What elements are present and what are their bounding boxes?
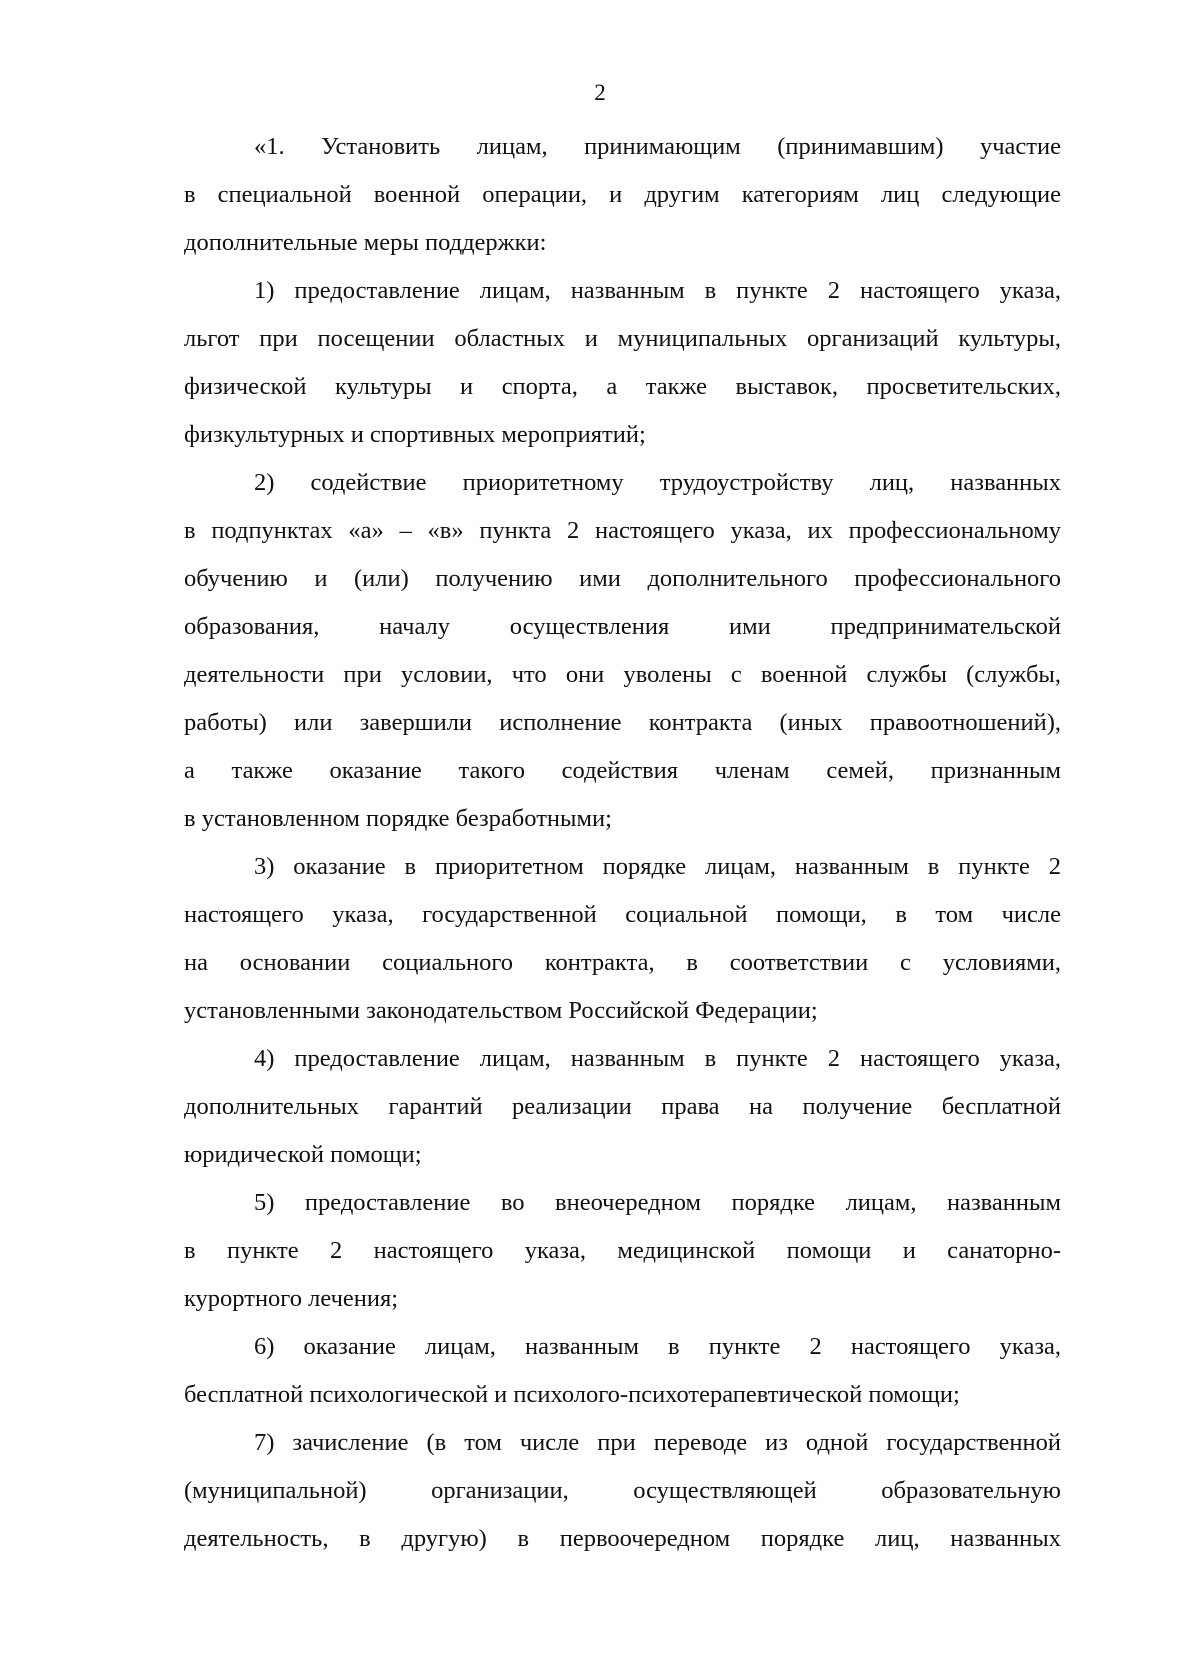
text-line: «1. Установить лицам, принимающим (принимавшим) участие [254,133,1061,160]
text-line: в установленном порядке безработными; [184,805,612,832]
text-line: деятельности при условии, что они уволены с военной службы (службы, [184,661,1061,688]
text-line: образования, началу осуществления ими предпринимательской [184,613,1061,640]
paragraph-item-6 [184,1323,1061,1419]
text-line: 7) зачисление (в том числе при переводе из одной государственной [254,1429,1061,1456]
paragraph-intro [184,123,1061,267]
paragraph-item-2 [184,459,1061,843]
text-line: 3) оказание в приоритетном порядке лицам, названным в пункте 2 [254,853,1061,880]
paragraph-item-1 [184,267,1061,459]
text-line: дополнительные меры поддержки: [184,229,547,256]
text-line: на основании социального контракта, в соответствии с условиями, [184,949,1061,976]
paragraph-item-3 [184,843,1061,1035]
paragraph-item-7 [184,1419,1061,1563]
text-line: 6) оказание лицам, названным в пункте 2 настоящего указа, [254,1333,1061,1360]
paragraph-item-4 [184,1035,1061,1179]
text-line: курортного лечения; [184,1285,399,1312]
text-line: 1) предоставление лицам, названным в пункте 2 настоящего указа, [254,277,1061,304]
text-line: настоящего указа, государственной социальной помощи, в том числе [184,901,1061,928]
text-line: 4) предоставление лицам, названным в пункте 2 настоящего указа, [254,1045,1061,1072]
text-line: работы) или завершили исполнение контракта (иных правоотношений), [184,709,1061,736]
text-line: в подпунктах «а» – «в» пункта 2 настоящего указа, их профессиональному [184,517,1061,544]
text-line: физической культуры и спорта, а также выставок, просветительских, [184,373,1061,400]
text-line: дополнительных гарантий реализации права на получение бесплатной [184,1093,1061,1120]
text-line: обучению и (или) получению ими дополнительного профессионального [184,565,1061,592]
text-line: 5) предоставление во внеочередном порядке лицам, названным [254,1189,1061,1216]
text-line: юридической помощи; [184,1141,422,1168]
text-line: а также оказание такого содействия членам семей, признанным [184,757,1061,784]
text-line: 2) содействие приоритетному трудоустройству лиц, названных [254,469,1061,496]
text-line: физкультурных и спортивных мероприятий; [184,421,646,448]
paragraph-item-5 [184,1179,1061,1323]
text-line: установленными законодательством Российской Федерации; [184,997,818,1024]
text-line: (муниципальной) организации, осуществляющей образовательную [184,1477,1061,1504]
text-line: льгот при посещении областных и муниципальных организаций культуры, [184,325,1061,352]
document-body [184,123,1061,1563]
text-line: бесплатной психологической и психолого-психотерапевтической помощи; [184,1381,960,1408]
page-number: 2 [594,80,606,105]
text-line: в специальной военной операции, и другим категориям лиц следующие [184,181,1061,208]
text-line: в пункте 2 настоящего указа, медицинской помощи и санаторно- [184,1237,1061,1264]
text-line: деятельность, в другую) в первоочередном порядке лиц, названных [184,1525,1061,1552]
